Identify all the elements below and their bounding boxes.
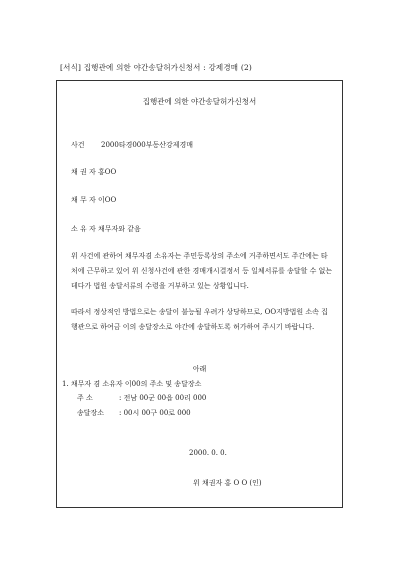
body-paragraph-2: 따라서 정상적인 방법으로는 송달이 불능될 우려가 상당하므로, OO지방법원 소속 집행관으로 하여금 이의 송달장소로 야간에 송달하도록 허가하여 주시기 바랍니다.: [71, 308, 328, 331]
document-frame: [56, 80, 343, 508]
debtor-line: 채 무 자 이OO: [71, 196, 117, 204]
document-caption: [서식] 집행관에 의한 야간송달허가신청서 : 강제경매 (2): [60, 63, 253, 72]
address-value: : 전남 00군 00읍 00리 000: [119, 394, 207, 402]
document-date: 2000. 0. 0.: [189, 449, 227, 457]
case-label: 사건: [71, 141, 85, 149]
address-label: 주 소: [77, 394, 93, 402]
owner-line: 소 유 자 채무자와 같음: [71, 225, 141, 233]
below-heading: 아래: [192, 365, 207, 373]
case-value: 2000타경000부동산강제경매: [101, 141, 194, 149]
signature-line: 위 채권자 홍 O O (인): [193, 479, 262, 487]
body-paragraph-1: 위 사건에 관하여 채무자겸 소유자는 주민등록상의 주소에 거주하면서도 주간에는 타처에 근무하고 있어 위 신청사건에 관한 경매개시결정서 등 일체서류를 송달할 수 없는데다가 법원 송달서류의 수령을 거부하고 있는 상황입니다.: [71, 252, 333, 290]
creditor-line: 채 권 자 홍OO: [71, 168, 117, 176]
document-title: 집행관에 의한 야간송달허가신청서: [142, 97, 257, 106]
delivery-label: 송달장소: [77, 409, 105, 417]
item-1: 1. 채무자 겸 소유자 이00의 주소 및 송달장소: [62, 380, 202, 388]
delivery-value: : 00시 00구 00로 000: [119, 409, 191, 417]
